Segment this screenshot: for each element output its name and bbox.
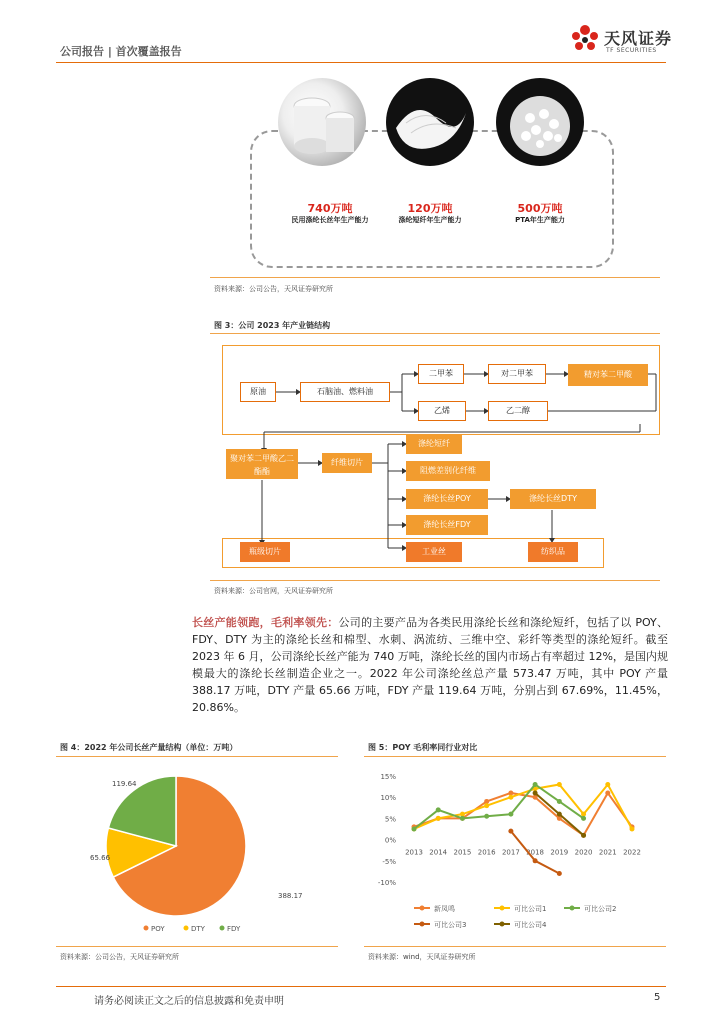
node-textiles: 纺织品 <box>528 542 578 562</box>
y-tick-label: 5% <box>384 815 396 824</box>
y-tick-label: 0% <box>384 836 396 845</box>
x-tick-label: 2020 <box>574 848 593 857</box>
series-point-1 <box>605 782 610 787</box>
fig4-source-divider <box>56 946 338 947</box>
series-point-4 <box>533 790 538 795</box>
node-bottle-chips: 瓶级切片 <box>240 542 290 562</box>
legend-label-1: 可比公司1 <box>514 905 547 913</box>
series-point-1 <box>508 795 513 800</box>
pie-legend-marker-fdy <box>220 926 225 931</box>
node-poy: 涤纶长丝POY <box>406 489 488 509</box>
node-pta: 精对苯二甲酸 <box>568 364 648 386</box>
series-point-3 <box>533 858 538 863</box>
series-point-2 <box>484 814 489 819</box>
capacity-label-pta: PTA年生产能力 <box>515 216 565 224</box>
node-paraxylene: 对二甲苯 <box>488 364 546 384</box>
node-naphtha: 石脑油、燃料油 <box>300 382 390 402</box>
legend-marker-0 <box>420 906 425 911</box>
x-tick-label: 2017 <box>501 848 520 857</box>
pie-legend-label-poy: POY <box>151 925 165 933</box>
node-xylene: 二甲苯 <box>418 364 464 384</box>
series-point-3 <box>557 871 562 876</box>
x-tick-label: 2018 <box>526 848 545 857</box>
fig4-title: 图 4：2022 年公司长丝产量结构（单位：万吨） <box>60 743 238 752</box>
logo-text-en: TF SECURITIES <box>606 47 657 54</box>
body-text: 公司的主要产品为各类民用涤纶长丝和涤纶短纤，包括了以 POY、FDY、DTY 为主的涤纶长丝和棉型、水刺、涡流纺、三维中空、彩纤等类型的涤纶短纤。截至 2023 年 6 月，公司涤纶长丝产能为 740 万吨，涤纶长丝的国内市场占有率超过 12%，是国内规模最大的涤纶长丝制造企业之一。2022 年公司涤纶丝总产量 573.47 万吨，其中 POY 产量 388.17 万吨，DTY 产量 65.66 万吨，FDY 产量 119.64 万吨，分别占到 67.69%，11.45%，20.86%。 <box>192 616 669 714</box>
fig3-source: 资料来源：公司官网，天风证券研究所 <box>214 587 333 595</box>
y-tick-label: 15% <box>380 773 396 781</box>
node-industrial-yarn: 工业丝 <box>406 542 462 562</box>
y-tick-label: 10% <box>380 794 396 803</box>
y-tick-label: -10% <box>377 879 396 887</box>
page-number: 5 <box>654 992 661 1003</box>
pie-value-label-poy: 388.17 <box>278 892 303 900</box>
pie-legend-marker-dty <box>184 926 189 931</box>
report-header-title: 公司报告 | 首次覆盖报告 <box>60 45 182 58</box>
legend-marker-4 <box>500 922 505 927</box>
fig5-line-chart <box>364 760 666 940</box>
capacity-label-filament: 民用涤纶长丝年生产能力 <box>291 216 369 224</box>
logo-text-cn: 天风证券 <box>604 29 673 48</box>
node-ethylene: 乙烯 <box>418 401 466 421</box>
series-point-4 <box>557 812 562 817</box>
series-point-2 <box>412 827 417 832</box>
legend-marker-2 <box>570 906 575 911</box>
node-flame-retardant: 阻燃差别化纤维 <box>406 461 490 481</box>
series-point-4 <box>581 833 586 838</box>
pie-value-label-dty: 65.66 <box>90 854 111 862</box>
body-highlight: 长丝产能领跑，毛利率领先： <box>192 616 339 629</box>
body-paragraph <box>192 614 668 716</box>
legend-label-4: 可比公司4 <box>514 921 547 929</box>
fig4-divider <box>56 756 338 757</box>
legend-label-2: 可比公司2 <box>584 905 617 913</box>
series-point-2 <box>508 812 513 817</box>
series-point-1 <box>484 803 489 808</box>
x-tick-label: 2013 <box>405 848 423 857</box>
capacity-source: 资料来源：公司公告，天风证券研究所 <box>214 285 333 293</box>
fig3-source-divider <box>210 580 660 581</box>
series-point-1 <box>557 782 562 787</box>
capacity-label-staple: 涤纶短纤年生产能力 <box>398 216 462 224</box>
x-tick-label: 2019 <box>550 848 569 857</box>
x-tick-label: 2014 <box>429 848 448 857</box>
series-point-2 <box>533 782 538 787</box>
capacity-value-staple: 120万吨 <box>407 202 453 215</box>
node-meg: 乙二醇 <box>488 401 548 421</box>
series-line-2 <box>414 784 584 829</box>
capacity-value-pta: 500万吨 <box>517 202 563 215</box>
fig5-source: 资料来源：wind，天风证券研究所 <box>368 953 476 961</box>
x-tick-label: 2016 <box>477 848 496 857</box>
pie-legend-label-fdy: FDY <box>227 925 241 933</box>
capacity-value-filament: 740万吨 <box>307 202 353 215</box>
series-point-2 <box>581 816 586 821</box>
x-tick-label: 2022 <box>623 848 641 857</box>
node-fiber-chips: 纤维切片 <box>322 453 372 473</box>
x-tick-label: 2015 <box>453 848 472 857</box>
fig3-title: 图 3：公司 2023 年产业链结构 <box>214 321 331 330</box>
node-fdy: 涤纶长丝FDY <box>406 515 488 535</box>
node-dty: 涤纶长丝DTY <box>510 489 596 509</box>
legend-label-3: 可比公司3 <box>434 921 467 929</box>
fig4-pie-chart <box>56 760 338 940</box>
x-tick-label: 2021 <box>598 848 617 857</box>
legend-marker-1 <box>500 906 505 911</box>
series-point-2 <box>436 807 441 812</box>
series-point-2 <box>557 799 562 804</box>
node-crude-oil: 原油 <box>240 382 276 402</box>
node-pet: 聚对苯二甲酸乙二酯酯 <box>226 449 298 479</box>
fig5-divider <box>364 756 666 757</box>
series-point-3 <box>508 829 513 834</box>
footer-disclaimer: 请务必阅读正文之后的信息披露和免责申明 <box>94 996 284 1007</box>
fig4-source: 资料来源：公司公告，天风证券研究所 <box>60 953 179 961</box>
pie-value-label-fdy: 119.64 <box>112 780 137 788</box>
series-point-2 <box>460 816 465 821</box>
fig5-source-divider <box>364 946 666 947</box>
legend-label-0: 新凤鸣 <box>434 905 455 913</box>
series-point-1 <box>630 827 635 832</box>
legend-marker-3 <box>420 922 425 927</box>
series-point-0 <box>605 790 610 795</box>
pie-legend-label-dty: DTY <box>191 925 205 933</box>
series-point-1 <box>436 816 441 821</box>
node-staple-fiber: 涤纶短纤 <box>406 434 462 454</box>
fig5-title: 图 5：POY 毛利率同行业对比 <box>368 743 478 752</box>
y-tick-label: -5% <box>382 857 396 866</box>
footer-divider <box>56 986 666 987</box>
pie-legend-marker-poy <box>144 926 149 931</box>
